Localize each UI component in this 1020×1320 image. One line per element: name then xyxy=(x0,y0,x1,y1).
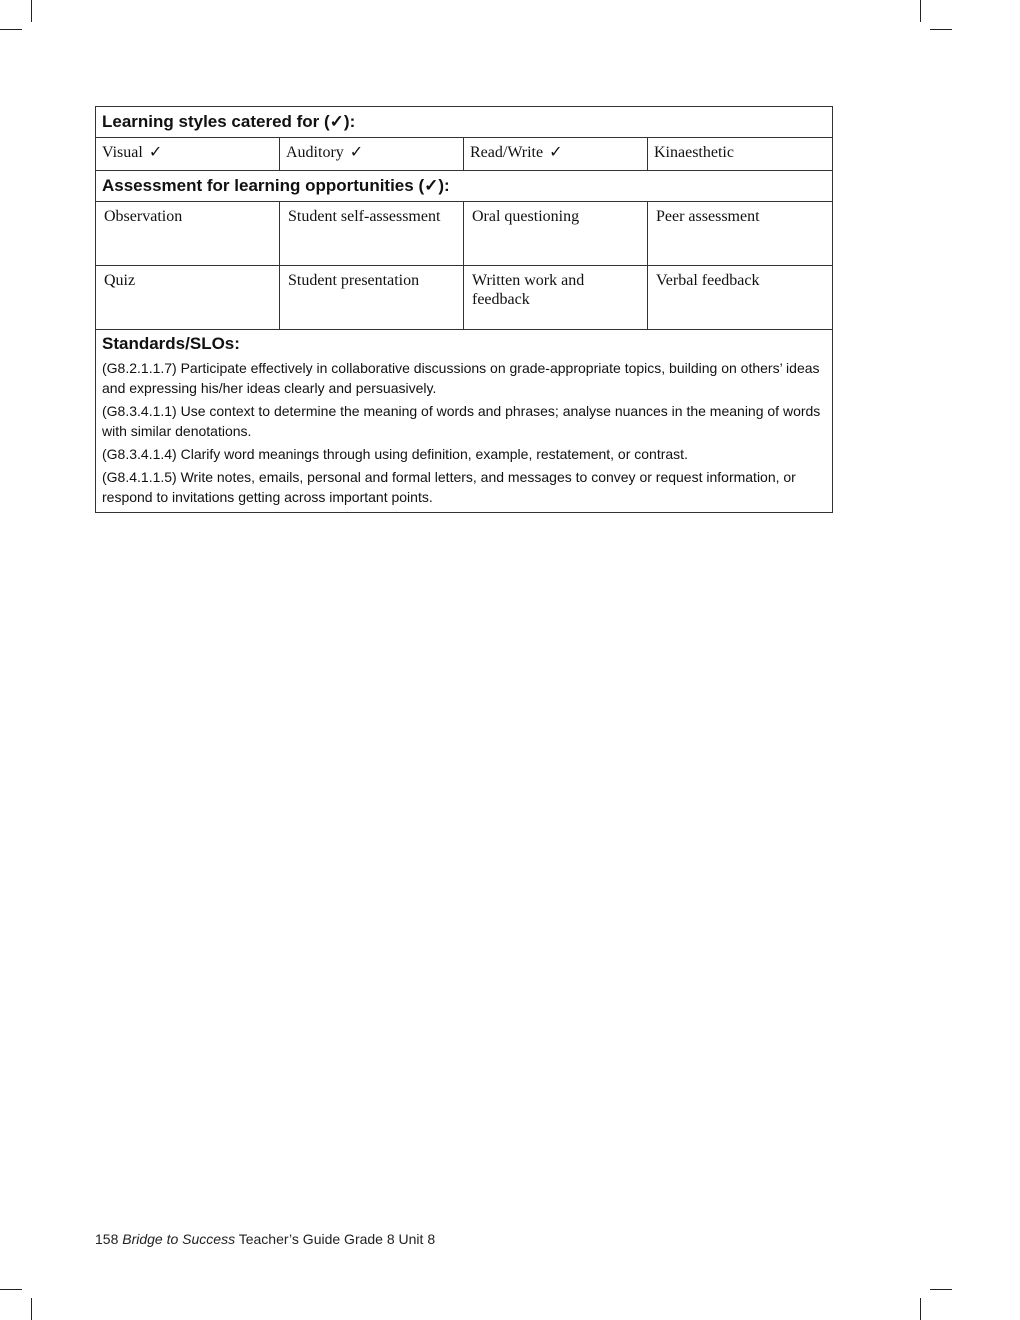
learning-styles-heading: Learning styles catered for (✓): xyxy=(96,107,833,138)
assessment-peer-assessment: Peer assessment xyxy=(648,202,833,266)
assessment-header-row xyxy=(96,171,833,202)
assessment-row xyxy=(96,266,833,330)
page-footer xyxy=(95,1231,435,1247)
crop-mark xyxy=(31,1298,32,1320)
crop-mark xyxy=(31,0,32,22)
assessment-observation: Observation xyxy=(96,202,280,266)
learning-style-auditory xyxy=(280,138,464,171)
learning-style-label: Kinaesthetic xyxy=(654,144,734,161)
check-icon: ✓ xyxy=(349,142,364,161)
crop-mark xyxy=(930,29,952,30)
learning-style-label: Read/Write xyxy=(470,144,544,161)
book-title: Bridge to Success xyxy=(122,1231,236,1247)
assessment-student-presentation: Student presentation xyxy=(280,266,464,330)
learning-style-label: Auditory xyxy=(286,144,344,161)
standards-heading: Standards/SLOs: xyxy=(102,334,240,353)
standard-item: (G8.4.1.1.5) Write notes, emails, personal and formal letters, and messages to convey or request information, or respond to invitations getting across important points. xyxy=(102,469,796,505)
assessment-student-self-assessment: Student self-assessment xyxy=(280,202,464,266)
standard-item: (G8.3.4.1.4) Clarify word meanings through using definition, example, restatement, or contrast. xyxy=(102,446,688,462)
crop-mark xyxy=(0,29,22,30)
standard-item: (G8.3.4.1.1) Use context to determine the meaning of words and phrases; analyse nuances in the meaning of words with similar denotations. xyxy=(102,403,821,439)
page-number: 158 xyxy=(95,1231,119,1247)
assessment-written-work: Written work and feedback xyxy=(464,266,648,330)
crop-mark xyxy=(920,1298,921,1320)
learning-style-label: Visual xyxy=(102,144,143,161)
assessment-row xyxy=(96,202,833,266)
assessment-heading: Assessment for learning opportunities (✓): xyxy=(96,171,833,202)
assessment-quiz: Quiz xyxy=(96,266,280,330)
learning-style-read-write xyxy=(464,138,648,171)
assessment-verbal-feedback: Verbal feedback xyxy=(648,266,833,330)
standards-row xyxy=(96,330,833,513)
learning-style-visual xyxy=(96,138,280,171)
standard-item: (G8.2.1.1.7) Participate effectively in collaborative discussions on grade-appropriate topics, building on others’ ideas and expressing his/her ideas clearly and persuasively. xyxy=(102,360,820,396)
lesson-plan-table xyxy=(95,106,833,513)
learning-styles-row xyxy=(96,138,833,171)
crop-mark xyxy=(930,1289,952,1290)
learning-style-kinaesthetic xyxy=(648,138,833,171)
check-icon: ✓ xyxy=(148,142,163,161)
book-subtitle: Teacher’s Guide Grade 8 Unit 8 xyxy=(238,1231,436,1247)
assessment-oral-questioning: Oral questioning xyxy=(464,202,648,266)
standards-cell xyxy=(96,330,833,513)
crop-mark xyxy=(920,0,921,22)
learning-styles-header-row xyxy=(96,107,833,138)
crop-mark xyxy=(0,1289,22,1290)
check-icon: ✓ xyxy=(549,142,563,161)
